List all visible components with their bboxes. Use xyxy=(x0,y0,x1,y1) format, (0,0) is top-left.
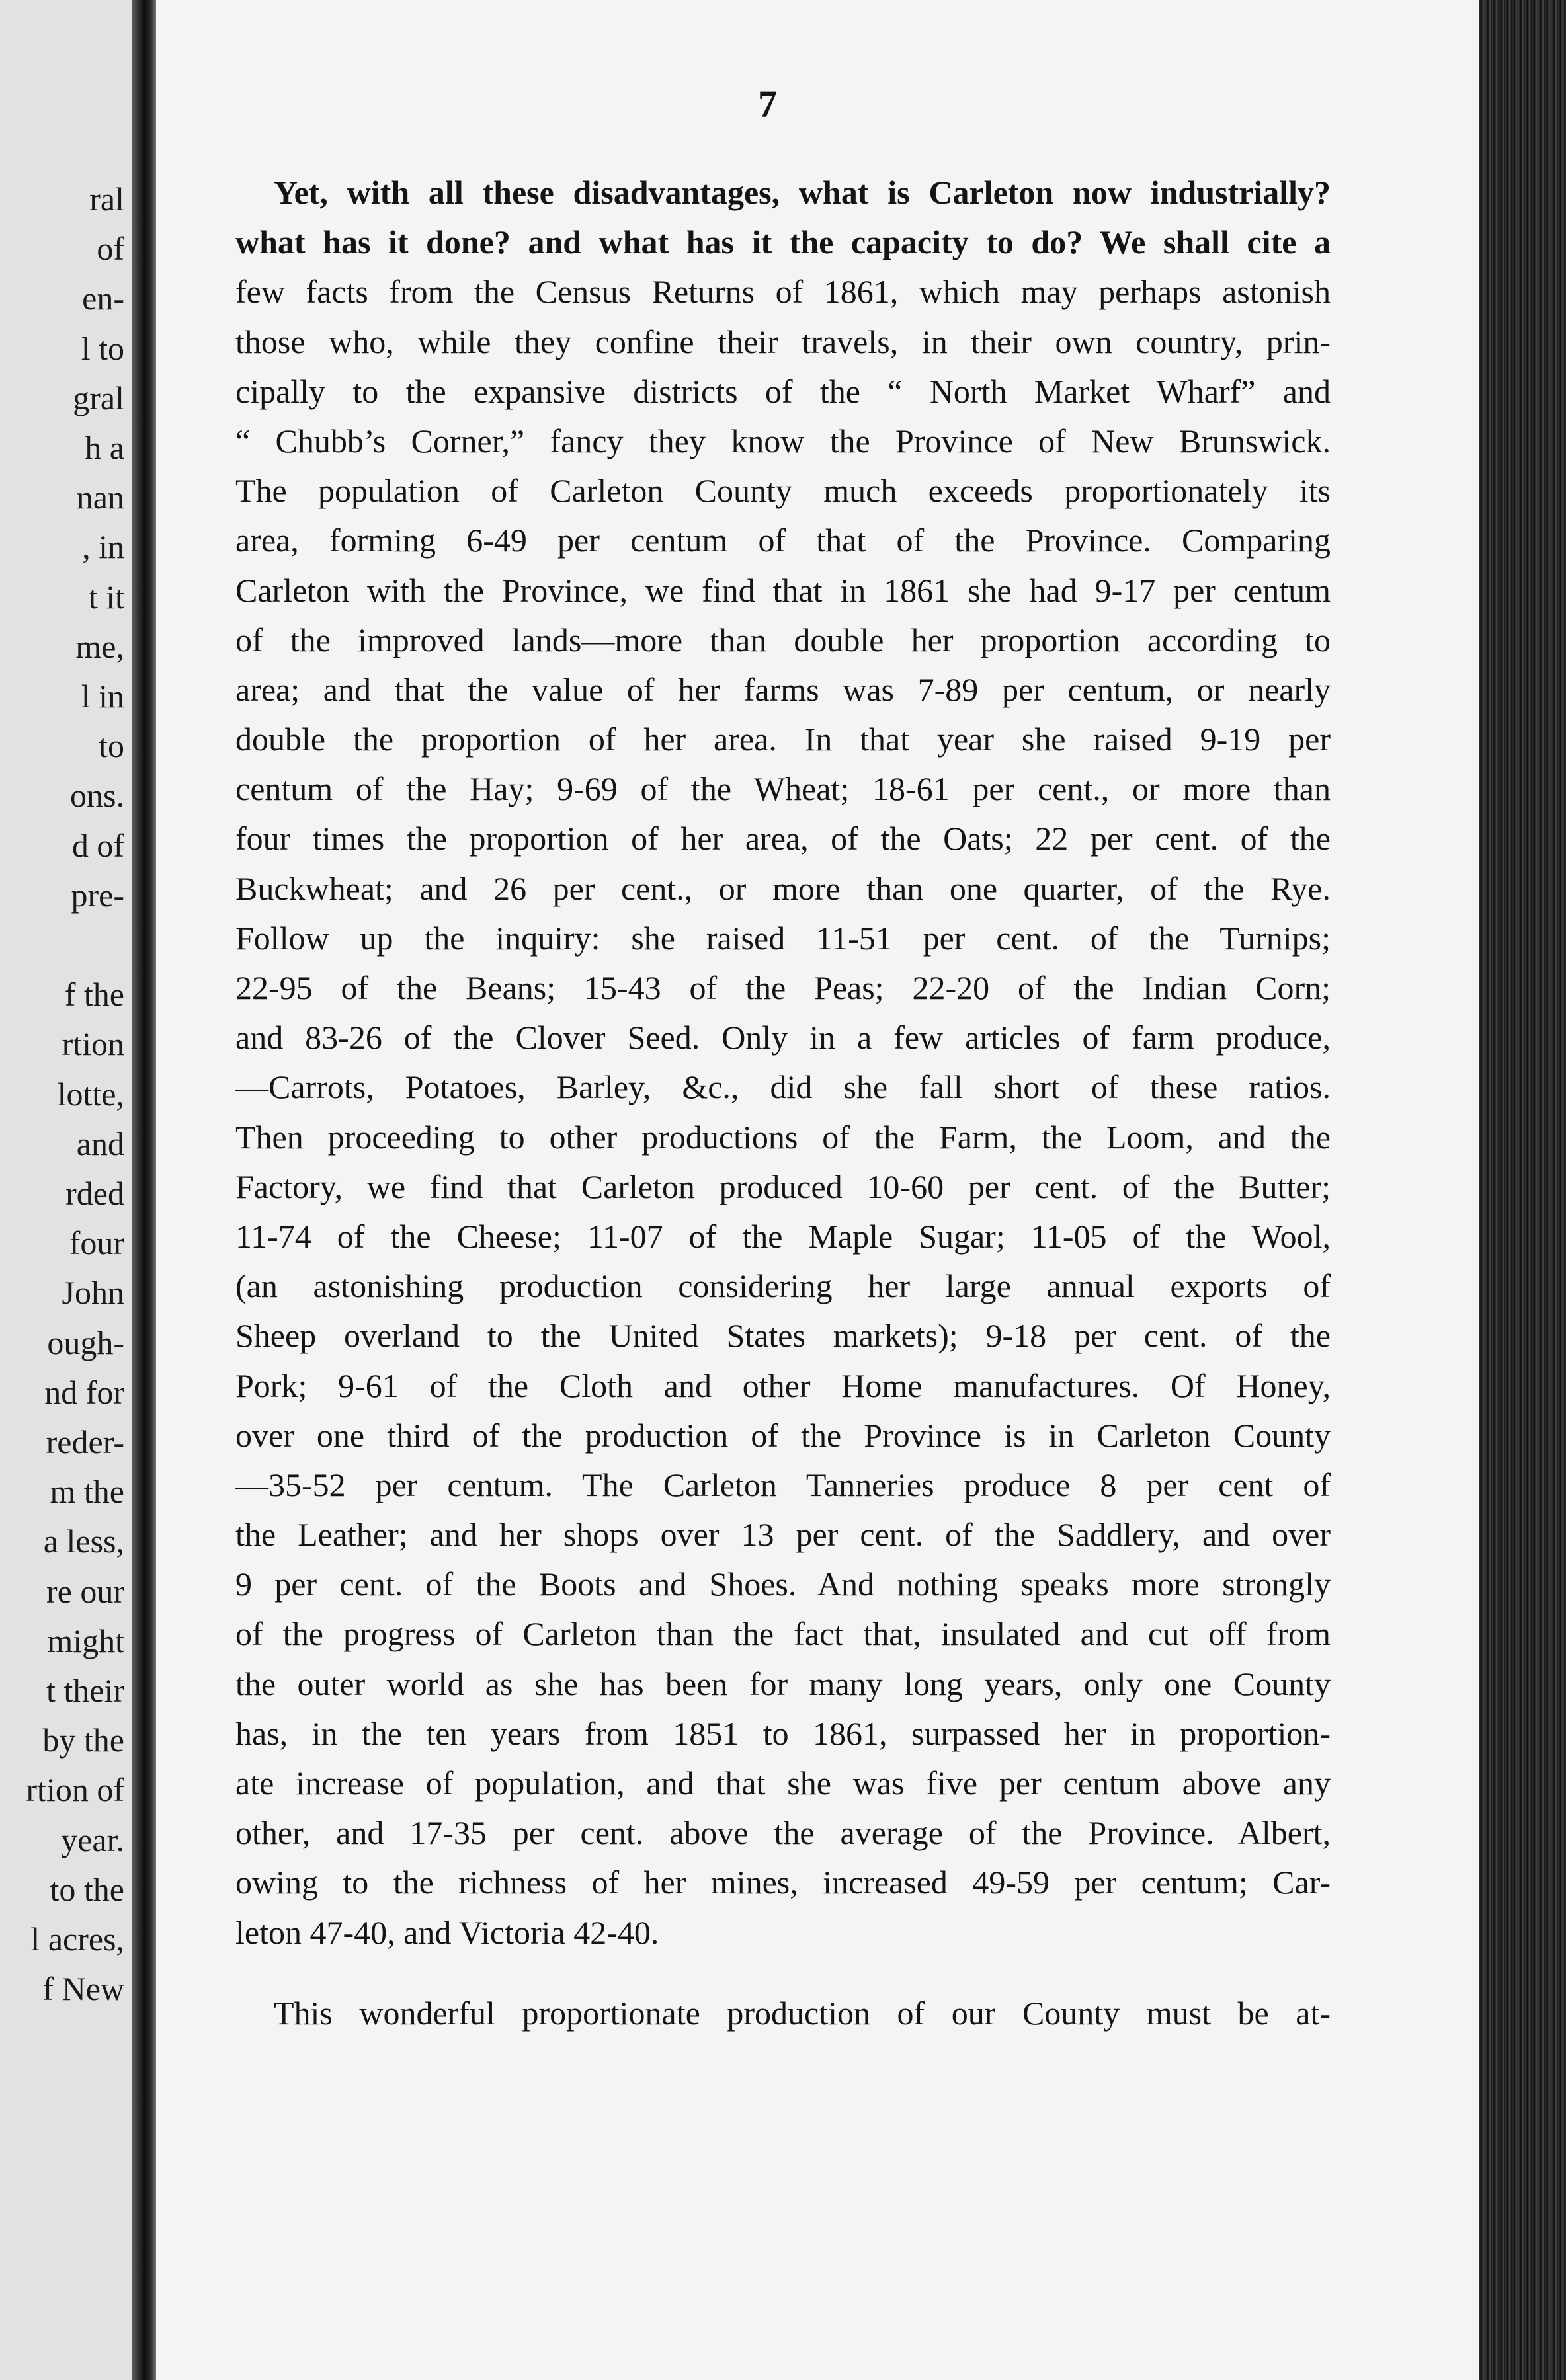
left-page-fragment: of xyxy=(97,230,124,268)
left-page-fragment: h a xyxy=(85,429,124,466)
left-page-fragment: four xyxy=(69,1224,124,1262)
left-page-fragment: en- xyxy=(82,280,124,317)
left-page-fragment: year. xyxy=(61,1821,124,1858)
text-line: 11-74 of the Cheese; 11-07 of the Maple Sugar; 11-05 of the Wool, xyxy=(235,1217,1331,1255)
left-page-fragment: l acres, xyxy=(30,1921,124,1958)
left-page-fragment: nan xyxy=(76,479,124,516)
left-page-fragment: by the xyxy=(42,1722,124,1759)
text-line: leton 47-40, and Victoria 42-40. xyxy=(235,1913,659,1951)
text-line: the Leather; and her shops over 13 per cent. of the Saddlery, and over xyxy=(235,1516,1331,1554)
text-line: centum of the Hay; 9-69 of the Wheat; 18-61 per cent., or more than xyxy=(235,770,1331,808)
text-line: four times the proportion of her area, of the Oats; 22 per cent. of the xyxy=(235,820,1331,857)
left-page-fragment: me, xyxy=(75,627,124,665)
left-page-fragment: a less, xyxy=(43,1523,124,1560)
left-page-fragment: might xyxy=(47,1622,124,1659)
text-line: few facts from the Census Returns of 1861, which may perhaps astonish xyxy=(235,273,1331,311)
text-line: 22-95 of the Beans; 15-43 of the Peas; 22-20 of the Indian Corn; xyxy=(235,969,1331,1006)
book-gutter xyxy=(132,0,159,2380)
text-line: over one third of the production of the Province is in Carleton County xyxy=(235,1416,1331,1454)
page-stack-edge xyxy=(1479,0,1566,2380)
left-page-fragment: l to xyxy=(81,329,124,367)
text-line: Sheep overland to the United States markets); 9-18 per cent. of the xyxy=(235,1317,1331,1355)
page-number: 7 xyxy=(758,83,777,126)
left-page-fragment: lotte, xyxy=(57,1075,124,1113)
left-page-fragment: to xyxy=(99,727,124,765)
text-line: has, in the ten years from 1851 to 1861, surpassed her in proportion- xyxy=(235,1714,1331,1752)
text-line: Factory, we find that Carleton produced 10-60 per cent. of the Butter; xyxy=(235,1168,1331,1205)
text-line: 9 per cent. of the Boots and Shoes. And nothing speaks more strongly xyxy=(235,1566,1331,1603)
body-paragraph xyxy=(235,168,1331,1958)
left-page-fragment: rtion of xyxy=(26,1771,124,1809)
text-line: what has it done? and what has it the capacity to do? We shall cite a xyxy=(235,223,1331,261)
text-line: other, and 17-35 per cent. above the average of the Province. Albert, xyxy=(235,1814,1331,1852)
left-page-fragment: t it xyxy=(88,578,124,615)
text-line: Pork; 9-61 of the Cloth and other Home manufactures. Of Honey, xyxy=(235,1367,1331,1404)
text-line: —35-52 per centum. The Carleton Tanneries produce 8 per cent of xyxy=(235,1466,1331,1503)
left-page-fragment: f the xyxy=(64,976,124,1013)
text-line: and 83-26 of the Clover Seed. Only in a few articles of farm produce, xyxy=(235,1019,1331,1056)
text-line: The population of Carleton County much exceeds proportionately its xyxy=(235,472,1331,510)
text-line: Then proceeding to other productions of the Farm, the Loom, and the xyxy=(235,1118,1331,1156)
left-page-fragment: ough- xyxy=(47,1324,124,1361)
left-page-fragment: to the xyxy=(50,1870,124,1908)
left-page-fragment: gral xyxy=(73,379,124,416)
left-page-edge xyxy=(0,0,142,2380)
text-line: those who, while they confine their travels, in their own country, prin- xyxy=(235,323,1331,360)
left-page-fragment: rtion xyxy=(62,1025,124,1063)
text-line: cipally to the expansive districts of the “ North Market Wharf” and xyxy=(235,372,1331,410)
text-line: owing to the richness of her mines, increased 49-59 per centum; Car- xyxy=(235,1864,1331,1901)
text-line: of the progress of Carleton than the fact that, insulated and cut off from xyxy=(235,1615,1331,1653)
left-page-fragment: reder- xyxy=(46,1423,124,1460)
text-line: Carleton with the Province, we find that in 1861 she had 9-17 per centum xyxy=(235,571,1331,609)
left-page-fragment: ons. xyxy=(70,777,124,814)
left-page-fragment: f New xyxy=(42,1970,124,2008)
left-page-fragment: ral xyxy=(89,180,124,218)
left-page-fragment: l in xyxy=(81,678,124,715)
text-line: double the proportion of her area. In that year she raised 9-19 per xyxy=(235,721,1331,758)
left-page-fragment: and xyxy=(76,1125,124,1162)
left-page-fragment: nd for xyxy=(44,1373,124,1411)
left-page-fragment: d of xyxy=(71,826,124,864)
text-line: ate increase of population, and that she was five per centum above any xyxy=(235,1765,1331,1802)
left-page-fragment: m the xyxy=(50,1473,124,1511)
left-page-fragment: , in xyxy=(82,528,124,566)
text-line: Yet, with all these disadvantages, what is Carleton now industrially? xyxy=(274,174,1331,211)
text-line: area; and that the value of her farms was 7-89 per centum, or nearly xyxy=(235,670,1331,708)
left-page-fragment: t their xyxy=(46,1672,124,1709)
next-paragraph-start: This wonderful proportionate production of our County must be at- xyxy=(274,1995,1331,2032)
text-line: “ Chubb’s Corner,” fancy they know the Province of New Brunswick. xyxy=(235,422,1331,459)
left-page-fragment: re our xyxy=(46,1572,124,1610)
text-line: (an astonishing production considering her large annual exports of xyxy=(235,1267,1331,1305)
text-line: —Carrots, Potatoes, Barley, &c., did she fall short of these ratios. xyxy=(235,1068,1331,1106)
left-page-fragment: rded xyxy=(65,1175,124,1212)
text-line: the outer world as she has been for many long years, only one County xyxy=(235,1665,1331,1702)
text-line: area, forming 6-49 per centum of that of the Province. Comparing xyxy=(235,522,1331,559)
text-line: Follow up the inquiry: she raised 11-51 per cent. of the Turnips; xyxy=(235,919,1331,957)
left-page-fragment: John xyxy=(62,1274,124,1312)
text-line: Buckwheat; and 26 per cent., or more than one quarter, of the Rye. xyxy=(235,869,1331,907)
text-line: of the improved lands—more than double her proportion according to xyxy=(235,621,1331,658)
left-page-fragment: pre- xyxy=(71,876,124,914)
